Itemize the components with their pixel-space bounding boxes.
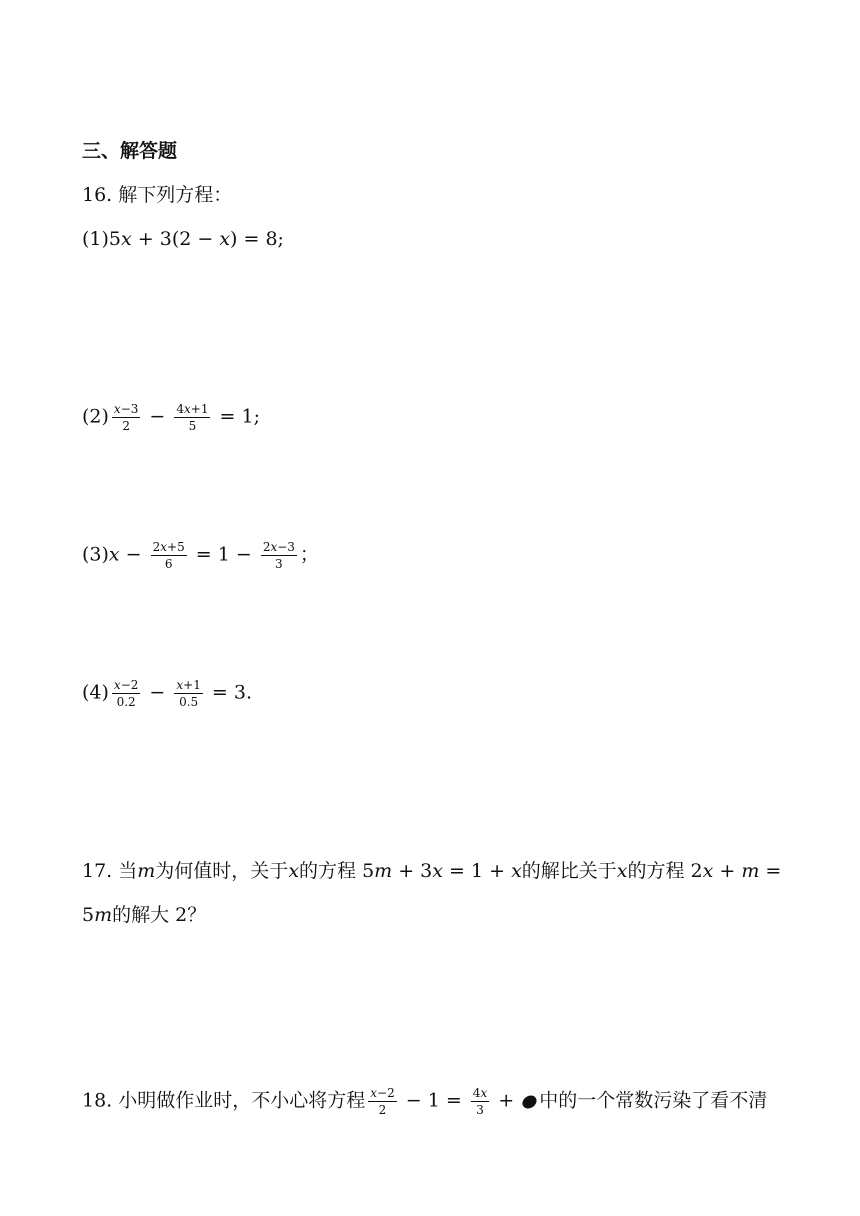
fraction [174, 403, 210, 432]
equation-lead: 𝑥 − [108, 543, 148, 566]
fraction [174, 679, 202, 708]
q16-part1 [82, 230, 284, 249]
equation-rhs: = 3. [205, 681, 252, 704]
denominator: 3 [275, 557, 283, 571]
equation-rhs: = 1; [213, 405, 260, 428]
part-label: (3) [82, 543, 109, 566]
fraction [151, 541, 187, 570]
equation-mid: = 1 − [189, 543, 258, 566]
text: 17. 当 [82, 860, 138, 882]
text: 为何值时，关于 [155, 860, 289, 882]
text: 的方程 2𝑥 + 𝑚 = [627, 860, 782, 882]
q18-line1 [82, 1087, 767, 1116]
equation-end: ； [299, 543, 319, 566]
denominator: 3 [476, 1103, 484, 1117]
variable-x: 𝑥 [616, 860, 628, 882]
denominator: 6 [164, 557, 173, 571]
numerator: 4𝑥 [472, 1086, 488, 1100]
fraction [112, 679, 140, 708]
numerator: 𝑥−2 [113, 678, 139, 692]
part-label: (1) [82, 228, 109, 250]
text: 18. 小明做作业时，不小心将方程 [82, 1089, 366, 1112]
fraction [471, 1087, 489, 1116]
numerator: 4𝑥+1 [176, 402, 209, 416]
q17-line2: 5𝑚的解大 2？ [82, 904, 207, 926]
text: 中的一个常数污染了看不清 [539, 1089, 768, 1112]
q16-part2 [82, 403, 260, 432]
equation-mid: − 1 = [399, 1089, 468, 1112]
numerator: 𝑥−2 [370, 1086, 395, 1100]
denominator: 0.2 [116, 695, 136, 709]
fraction [112, 403, 140, 432]
denominator: 2 [378, 1103, 387, 1117]
q17-line1 [82, 862, 781, 881]
numerator: 𝑥+1 [176, 678, 201, 692]
part-label: (2) [82, 405, 109, 428]
q16-part4 [82, 679, 252, 708]
numerator: 2𝑥+5 [152, 540, 185, 554]
fraction [261, 541, 297, 570]
variable-m: 𝑚 [137, 860, 156, 882]
operator: − [143, 405, 172, 428]
denominator: 5 [188, 419, 197, 433]
numerator: 2𝑥−3 [262, 540, 295, 554]
numerator: 𝑥−3 [113, 402, 139, 416]
ink-blot-icon [520, 1092, 539, 1110]
q16-part3 [82, 541, 319, 570]
denominator: 2 [122, 419, 130, 433]
section-title: 三、解答题 [82, 140, 178, 162]
variable-x: 𝑥 [288, 860, 300, 882]
equation: 5𝑥 + 3(2 − 𝑥) = 8; [108, 228, 284, 250]
text: 的方程 5𝑚 + 3𝑥 = 1 + 𝑥的解比关于 [299, 860, 617, 882]
q16-stem: 16. 解下列方程： [82, 184, 233, 206]
operator: − [143, 681, 172, 704]
operator: + [492, 1089, 521, 1112]
fraction [368, 1087, 396, 1116]
denominator: 0.5 [179, 695, 199, 709]
part-label: (4) [82, 681, 109, 704]
